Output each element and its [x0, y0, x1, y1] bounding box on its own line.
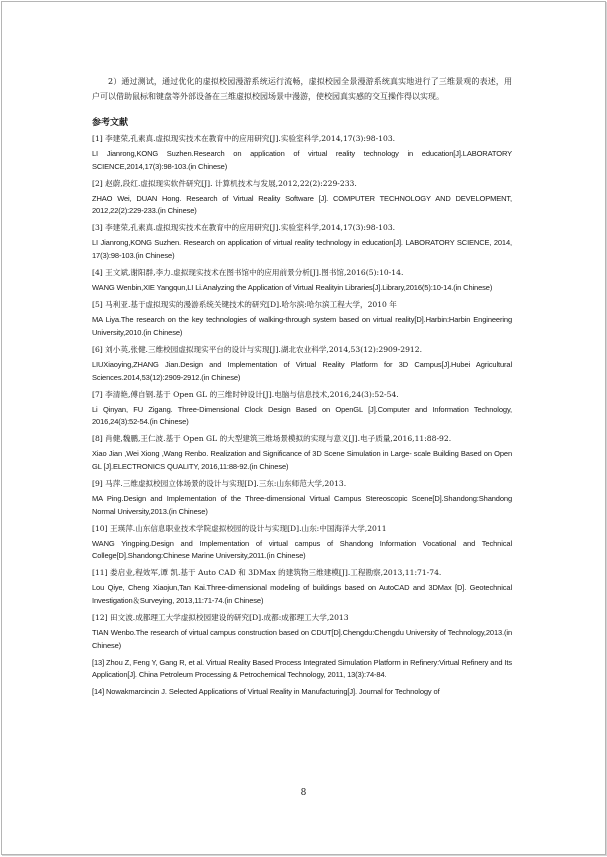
references-heading: 参考文献: [92, 118, 129, 128]
reference-item: [92, 267, 512, 295]
reference-chinese: [12] 田文波.成都理工大学虚拟校园建设的研究[D].成都:成都理工大学,2013: [92, 613, 349, 623]
reference-item: [92, 389, 512, 429]
reference-item: [92, 478, 512, 518]
reference-english: MA Liya.The research on the key technologies of walking-through system based on virtual reality[D].Harbin:Harbin Engineering University,2010.(in Chinese): [92, 315, 512, 337]
reference-english: [14] Nowakmarcincin J. Selected Applications of Virtual Reality in Manufacturing[J]. Journal for Technology of: [92, 687, 440, 697]
reference-chinese: [4] 王文斌,谢阳群,李力.虚拟现实技术在图书馆中的应用前景分析[J].图书馆,2016(5):10-14.: [92, 268, 404, 278]
reference-item: [92, 299, 512, 339]
reference-english: ZHAO Wei, DUAN Hong. Research of Virtual Reality Software [J]. COMPUTER TECHNOLOGY AND DEVELOPMENT, 2012,22(2):229-233.(in Chinese): [92, 193, 512, 216]
reference-item: [92, 133, 512, 173]
reference-english: TIAN Wenbo.The research of virtual campus construction based on CDUT[D].Chengdu:Chengdu University of Technology,2013.(in Chinese): [92, 628, 512, 650]
reference-chinese: [10] 王瑛萍.山东信息职业技术学院虚拟校园的设计与实现[D].山东:中国海洋大学,2011: [92, 523, 387, 533]
reference-chinese: [7] 李清艳,傅自钢.基于 Open GL 的三维时钟设计[J].电脑与信息技术,2016,24(3):52-54.: [92, 389, 399, 399]
reference-english: Lou Qiye, Cheng Xiaojun,Tan Kai.Three-dimensional modeling of buildings based on AutoCAD and 3DMax [D]. Geotechnical Investigation＆Surveying, 2013,11:71-74.(in Chinese): [92, 583, 512, 605]
reference-chinese: [3] 李建荣,孔素真.虚拟现实技术在教育中的应用研究[J].实验室科学,2014,17(3):98-103.: [92, 223, 396, 233]
reference-chinese: [11] 娄启业,程效军,谭 凯.基于 Auto CAD 和 3DMax 的建筑物三维建模[J].工程勘察,2013,11:71-74.: [92, 568, 442, 578]
document-page: [1, 1, 606, 855]
page-content: [92, 75, 512, 703]
reference-english: WANG Wenbin,XIE Yangqun,LI Li.Analyzing the Application of Virtual Realityin Libraries[J].Library,2016(5):10-14.(in Chinese): [92, 283, 493, 293]
reference-english: [13] Zhou Z, Feng Y, Gang R, et al. Virtual Reality Based Process Integrated Simulation Platform in Refinery:Virtual Refinery and Its Application[J]. China Petroleum Processing & Petrochemical Technology, 2011, 13(3):74-84.: [92, 657, 512, 680]
reference-item: [92, 567, 512, 607]
reference-english: MA Ping.Design and Implementation of the Three-dimensional Virtual Campus Stereoscopic Scene[D].Shandong:Shandong Normal University,2013.(in Chinese): [92, 494, 512, 516]
reference-chinese: [8] 肖健,魏鹏,王仁波.基于 Open GL 的大型建筑三维场景模拟的实现与意义[J].电子质量,2016,11:88-92.: [92, 434, 452, 444]
reference-item: [92, 523, 512, 563]
reference-item: [92, 657, 512, 682]
reference-chinese: [1] 李建荣,孔素真.虚拟现实技术在教育中的应用研究[J].实验室科学,2014,17(3):98-103.: [92, 134, 396, 143]
reference-chinese: [6] 刘小英,张健.三维校园虚拟现实平台的设计与实现[J].湖北农业科学,2014,53(12):2909-2912.: [92, 344, 423, 354]
reference-english: LI Jianrong,KONG Suzhen.Research on application of virtual reality technology in education[J].LABORATORY SCIENCE,2014,17(3):98-103.(in Chinese): [92, 149, 512, 171]
intro-paragraph: 2）通过测试，通过优化的虚拟校园漫游系统运行流畅，虚拟校园全景漫游系统真实地进行了三维景观的表述，用户可以借助鼠标和键盘等外部设备在三维虚拟校园场景中漫游，使校园真实感的交互操作得以实现。: [92, 77, 512, 101]
reference-english: WANG Yingping.Design and Implementation of virtual campus of Shandong Information Vocational and Technical College[D].Shandong:Chinese Marine University,2011.(in Chinese): [92, 538, 512, 561]
reference-english: Li Qinyan, FU Zigang. Three-Dimensional Clock Design Based on OpenGL [J].Computer and Information Technology, 2016,24(3):52-54.(in Chinese): [92, 404, 512, 427]
reference-chinese: [5] 马利亚.基于虚拟现实的漫游系统关键技术的研究[D].哈尔滨:哈尔滨工程大学，2010 年: [92, 300, 397, 310]
reference-item: [92, 612, 512, 652]
reference-item: [92, 433, 512, 473]
reference-chinese: [9] 马萍.三维虚拟校园立体场景的设计与实现[D].三东:山东师范大学,2013.: [92, 479, 347, 488]
reference-item: [92, 178, 512, 218]
reference-english: LI Jianrong,KONG Suzhen. Research on application of virtual reality technology in education[J]. LABORATORY SCIENCE, 2014, 17(3):98-103.(in Chinese): [92, 238, 512, 260]
reference-english: Xiao Jian ,Wei Xiong ,Wang Renbo. Realization and Significance of 3D Scene Simulation in Large- scale Building Based on Open GL [J].ELECTRONICS QUALITY, 2016,11:88-92.(in Chinese): [92, 449, 512, 471]
reference-list: [92, 133, 512, 699]
reference-item: [92, 686, 512, 699]
page-number: 8: [300, 788, 307, 798]
reference-chinese: [2] 赵蔚,段红.虚拟现实软件研究[J]. 计算机技术与发展,2012,22(2):229-233.: [92, 178, 357, 188]
reference-english: LIUXiaoying,ZHANG Jian.Design and Implementation of Virtual Reality Platform for 3D Campus[J].Hubei Agricultural Sciences.2014,53(12):2909-2912.(in Chinese): [92, 360, 512, 382]
reference-item: [92, 222, 512, 262]
reference-item: [92, 344, 512, 384]
